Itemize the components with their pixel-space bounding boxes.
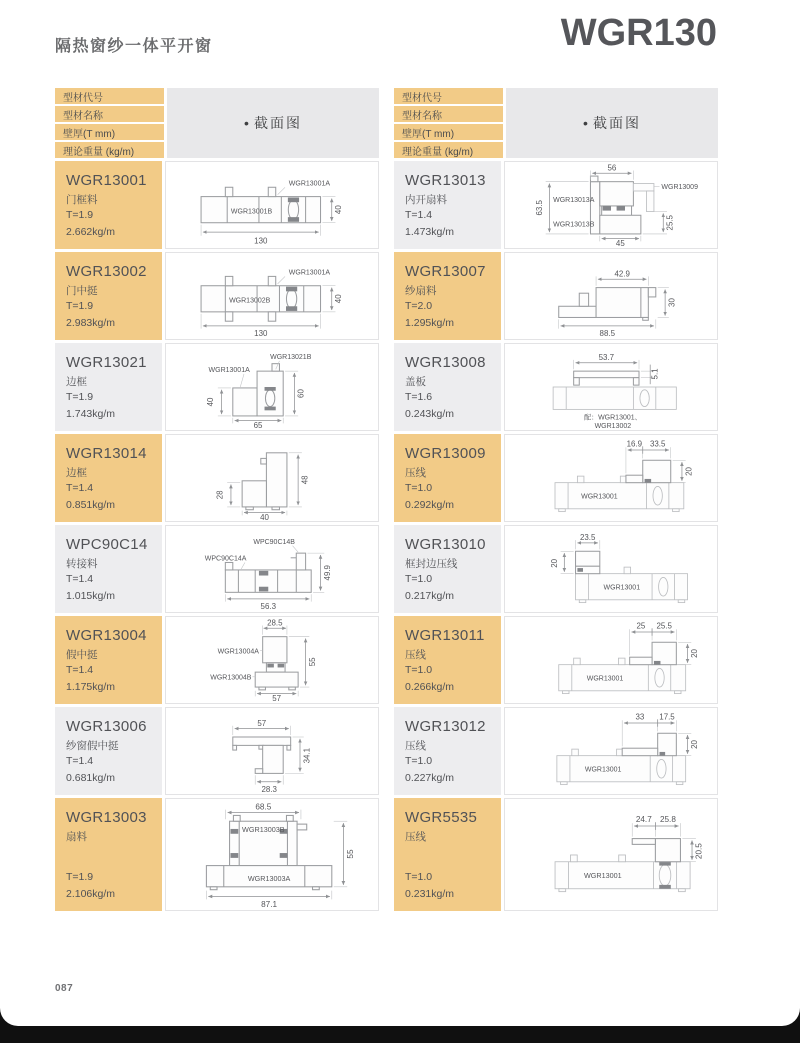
dim-label: 34.1 [302,747,312,764]
cross-section-diagram [504,707,718,795]
profile-thickness: T=1.4 [66,664,94,677]
profile-code: WGR13003 [66,809,147,826]
cross-section-diagram [165,525,379,613]
dim-label: 65 [253,421,263,429]
profile-thickness: T=1.0 [405,664,433,677]
part-label: WGR13013A [553,197,595,205]
part-label: WGR13009 [661,184,698,192]
table-row [55,707,379,795]
cross-section-diagram [165,707,379,795]
profile-label-cell [394,525,501,613]
cross-section-diagram [504,434,718,522]
dim-label: 40 [334,205,344,215]
profile-weight: 0.681kg/m [66,771,116,784]
profile-name: 边框 [66,376,87,388]
profile-label-cell [394,616,501,704]
dim-label: 33 [635,712,645,722]
profile-name: 扇料 [66,831,87,843]
profile-weight: 2.662kg/m [66,225,116,238]
profile-weight: 0.217kg/m [405,589,455,602]
dim-label: 55 [307,657,317,667]
mate-label: WGR13001 [583,871,622,881]
part-label: WGR13002B [229,297,271,305]
profile-label-cell [394,252,501,340]
part-label: WGR13013B [553,221,595,229]
profile-weight: 0.231kg/m [405,887,455,900]
profile-weight: 0.227kg/m [405,771,455,784]
profile-code: WGR13011 [405,627,485,644]
part-label: WPC90C14B [253,538,295,546]
profile-label-cell [55,434,162,522]
dim-label: 53.7 [598,352,615,362]
profile-code: WGR13013 [405,172,486,189]
profile-thickness: T=1.0 [405,871,433,884]
profile-thickness: T=1.4 [66,755,94,768]
section-header-label: 截面图 [253,115,302,131]
profile-name: 门框料 [66,194,98,206]
cross-section-diagram [165,798,379,911]
profile-label-cell [55,616,162,704]
table-row [394,707,718,795]
dim-label: 16.9 [626,439,643,449]
bullet-icon: • [244,115,249,131]
table-row [394,343,718,431]
left-table-header [55,88,379,158]
cross-section-diagram [504,525,718,613]
right-table-header [394,88,718,158]
cross-section-diagram [165,616,379,704]
profile-thickness: T=1.4 [66,573,94,586]
profile-thickness: T=1.9 [66,391,94,404]
dim-label: 20.5 [694,843,704,860]
part-label: WPC90C14A [204,555,247,563]
dim-label: 40 [260,513,269,520]
profile-name: 框封边压线 [405,558,458,570]
profile-code: WGR13001 [66,172,147,189]
table-row [394,252,718,340]
profile-name: 门中挺 [66,285,98,297]
header-theoretical-weight: 理论重量 (kg/m) [55,142,164,158]
dim-label: 57 [272,694,282,702]
profile-label-cell [394,707,501,795]
right-table [394,88,718,914]
profile-label-cell [55,798,162,911]
cross-section-wgr13013 [505,163,717,247]
dim-label: 33.5 [649,439,666,449]
profile-label-cell [55,343,162,431]
dim-label: 25.5 [656,621,672,631]
dim-label: 20 [689,649,699,658]
table-row [394,161,718,249]
cross-section-diagram [165,434,379,522]
cross-section-diagram [504,161,718,249]
cross-section-diagram [504,798,718,911]
header-wall-thickness: 壁厚(T mm) [394,124,503,140]
part-label: WGR13003A [247,874,291,884]
cross-section-wgr13007 [505,254,717,338]
profile-name: 盖板 [405,376,426,388]
table-row [394,798,718,911]
mate-label: WGR13001 [581,493,618,501]
cross-section-diagram [165,161,379,249]
section-header-label: 截面图 [592,115,641,131]
profile-thickness: T=1.9 [66,300,94,313]
profile-label-cell [394,798,501,911]
profile-weight: 1.473kg/m [405,225,455,238]
table-row [55,798,379,911]
profile-weight: 2.983kg/m [66,316,116,329]
dim-label: 25.8 [659,815,676,825]
dim-label: 17.5 [659,712,675,722]
dim-label: 56.3 [260,602,276,611]
table-row [55,434,379,522]
dim-label: 63.5 [534,200,544,216]
table-row [55,161,379,249]
profile-name: 压线 [405,740,426,752]
profile-weight: 1.015kg/m [66,589,116,602]
cross-section-diagram [504,343,718,431]
header-profile-name: 型材名称 [394,106,503,122]
bullet-icon: • [583,115,588,131]
profile-code: WGR13002 [66,263,147,280]
dim-label: 57 [257,718,267,728]
part-label: WGR13004B [210,674,252,682]
part-label: WGR13021B [270,354,312,361]
part-label: WGR13003B [242,824,285,834]
mate-label: WGR13001 [586,675,624,683]
header-wall-thickness: 壁厚(T mm) [55,124,164,140]
table-row [394,525,718,613]
profile-code: WGR13009 [405,445,486,462]
profile-code: WGR13007 [405,263,486,280]
dim-label: 60 [296,389,306,398]
profile-name: 压线 [405,831,426,843]
cross-section-wgr13010 [505,527,717,611]
header-profile-code: 型材代号 [55,88,164,104]
table-row [55,343,379,431]
dim-label: 48 [300,475,310,485]
profile-thickness: T=1.0 [405,755,433,768]
header-profile-code: 型材代号 [394,88,503,104]
dim-label: 20 [549,558,559,568]
profile-tables [55,88,718,914]
profile-code: WGR13010 [405,536,486,553]
dim-label: 28 [215,490,225,500]
profile-name: 压线 [405,649,426,661]
profile-weight: 0.851kg/m [66,498,116,511]
profile-name: 纱窗假中挺 [66,740,119,752]
part-label: WGR13001A [288,269,331,277]
profile-weight: 0.266kg/m [405,680,455,693]
profile-label-cell [55,525,162,613]
cross-section-wgr13021 [166,345,378,429]
profile-label-cell [55,252,162,340]
series-model: WGR130 [560,12,717,54]
profile-name: 边框 [66,467,87,479]
dim-label: 68.5 [255,802,272,812]
cross-section-wgr13002 [166,254,378,338]
dim-label: 28.3 [261,785,277,793]
dim-label: 42.9 [614,269,630,279]
dim-label: 40 [334,294,344,304]
left-table [55,88,379,914]
header-theoretical-weight: 理论重量 (kg/m) [394,142,503,158]
profile-thickness: T=1.4 [66,482,94,495]
dim-label: 20 [689,740,699,749]
dim-label: 5.1 [650,368,660,380]
profile-label-cell [394,434,501,522]
profile-weight: 1.295kg/m [405,316,455,329]
section-drawing-header [167,88,379,158]
dim-label: 30 [667,298,677,307]
profile-label-cell [55,707,162,795]
profile-weight: 2.106kg/m [66,887,116,900]
table-row [55,525,379,613]
dim-label: 24.7 [635,815,652,825]
dim-label: 40 [206,397,216,407]
mate-note: WGR13002 [594,423,632,429]
mate-label: WGR13001 [584,766,622,774]
profile-label-cell [55,161,162,249]
dim-label: 28.5 [267,618,283,628]
dim-label: 20 [684,467,694,476]
cross-section-diagram [504,252,718,340]
profile-thickness: T=1.9 [66,209,94,222]
dim-label: 56 [607,163,617,173]
profile-code: WPC90C14 [66,536,148,553]
profile-thickness: T=1.9 [66,871,94,884]
profile-weight: 1.175kg/m [66,680,116,693]
cross-section-wgr13014 [166,436,378,520]
profile-weight: 0.292kg/m [405,498,455,511]
cross-section-wgr13004 [166,618,378,702]
dim-label: 25 [636,621,646,631]
dim-label: 49.9 [322,565,332,581]
profile-thickness: T=1.0 [405,573,433,586]
dim-label: 130 [254,329,268,338]
table-row [394,616,718,704]
table-row [55,252,379,340]
section-drawing-header [506,88,718,158]
cross-section-wgr13006 [166,709,378,793]
profile-code: WGR13012 [405,718,486,735]
dim-label: 88.5 [599,329,615,338]
profile-weight: 1.743kg/m [66,407,116,420]
profile-thickness: T=1.4 [405,209,433,222]
part-label: WGR13001B [230,208,273,216]
profile-weight: 0.243kg/m [405,407,455,420]
part-label: WGR13001A [208,367,250,375]
profile-thickness: T=2.0 [405,300,433,313]
page-title: 隔热窗纱一体平开窗 [55,38,213,55]
profile-label-cell [394,343,501,431]
profile-name: 压线 [405,467,426,479]
cross-section-diagram [165,252,379,340]
cross-section-wgr13003 [166,800,378,909]
dim-label: 45 [615,239,625,247]
cross-section-diagram [165,343,379,431]
profile-code: WGR13014 [66,445,147,462]
page-number: 087 [55,983,74,994]
cross-section-wgr5535 [505,800,717,909]
profile-thickness: T=1.0 [405,482,433,495]
profile-code: WGR13008 [405,354,486,371]
part-label: WGR13001A [288,180,331,188]
table-row [55,616,379,704]
table-row [394,434,718,522]
profile-name: 内开扇料 [405,194,447,206]
dim-label: 87.1 [261,900,278,909]
profile-thickness: T=1.6 [405,391,433,404]
profile-name: 纱扇料 [405,285,437,297]
dim-label: 55 [346,849,356,859]
profile-code: WGR13021 [66,354,147,371]
mate-label: WGR13001 [603,584,641,592]
mate-note: 配：WGR13001、 [584,414,642,422]
cross-section-wgr13009 [505,436,717,520]
profile-code: WGR13006 [66,718,147,735]
part-label: WGR13004A [217,648,259,656]
cross-section-wgr13012 [505,709,717,793]
cross-section-diagram [504,616,718,704]
cross-section-wgr13001 [166,163,378,247]
cross-section-wgr13008 [505,345,717,429]
profile-code: WGR13004 [66,627,147,644]
header-profile-name: 型材名称 [55,106,164,122]
profile-code: WGR5535 [405,809,478,826]
cross-section-wpc90c14 [166,527,378,611]
profile-name: 转接料 [66,558,98,570]
dim-label: 25.5 [665,215,675,231]
dim-label: 23.5 [579,533,596,543]
profile-label-cell [394,161,501,249]
profile-name: 假中挺 [66,649,98,661]
dim-label: 130 [254,236,268,246]
cross-section-wgr13011 [505,618,717,702]
